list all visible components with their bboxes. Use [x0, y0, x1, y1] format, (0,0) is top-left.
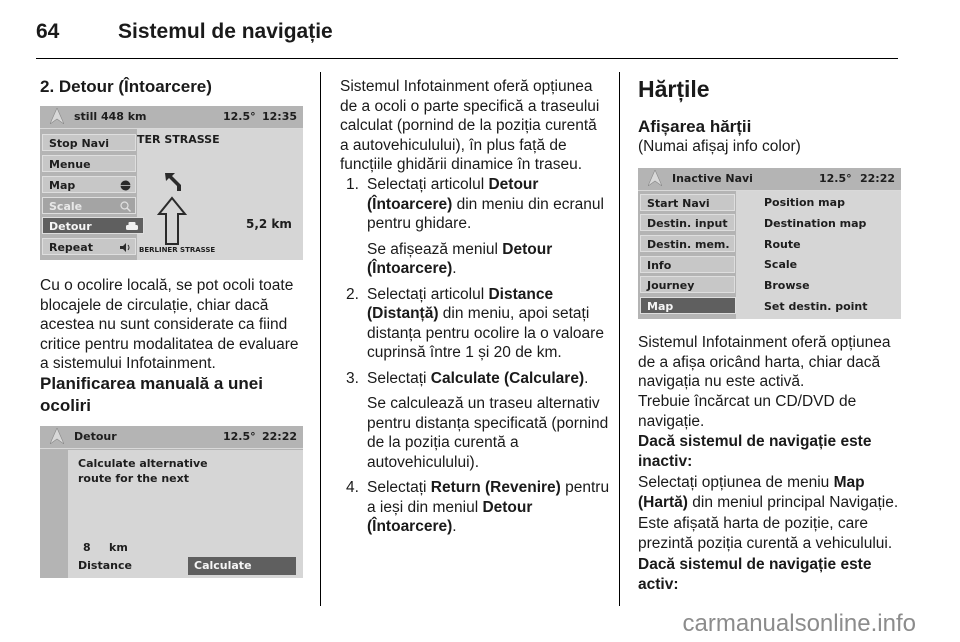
step-item-2: 2. Selectați articolul Distance (Distanță) din meniu, apoi setați distanța pentru ocolire la o valoare cuprinsă între 1 și 20 de km. — [346, 285, 604, 361]
status-text: still 448 km — [74, 110, 147, 123]
screen-detour-guidance — [40, 106, 303, 260]
speaker-icon — [119, 242, 131, 253]
paragraph-local-detour: Cu o ocolire locală, se pot ocoli toate blocajele de circulație, chiar dacă acestea nu sunt considerate ca fiind critice pentru modalitatea de evaluare a sistemului Infotainment. — [40, 277, 299, 372]
paragraph-position-map: Este afișată harta de poziție, care prezintă poziția curentă a vehiculului. — [638, 515, 893, 552]
street-name-top: TER STRASSE — [137, 133, 220, 146]
calculate-panel — [68, 450, 303, 578]
paragraph-map-anytime: Sistemul Infotainment oferă opțiunea de a afișa oricând harta, chiar dacă navigația nu este activă. — [638, 334, 891, 390]
navigation-arrow-icon — [50, 428, 64, 444]
status-temperature: 12.5° — [223, 110, 256, 123]
menu-item-map[interactable]: Map — [640, 297, 736, 314]
status-temperature: 12.5° — [819, 172, 852, 185]
distance-value[interactable]: 8 — [83, 541, 91, 554]
status-time: 12:35 — [262, 110, 298, 123]
page-title: Sistemul de navigație — [118, 20, 333, 43]
calculate-text-line2: route for the next — [78, 472, 189, 485]
section-heading-manual-detour: Planificarea manuală a unei ocoliri — [40, 374, 263, 415]
menu-item-destin-input[interactable]: Destin. input — [640, 214, 735, 231]
menu-item-map[interactable] — [42, 176, 136, 193]
paragraph-navi-active: Dacă sistemul de navigație este activ: — [638, 556, 872, 593]
globe-icon — [120, 180, 131, 191]
menu-item-detour[interactable] — [42, 217, 144, 234]
header-rule — [36, 58, 898, 59]
section-heading-detour: 2. Detour (Întoarcere) — [40, 77, 212, 96]
menu-item-repeat[interactable] — [42, 238, 136, 255]
subheading-display-map: Afișarea hărții — [638, 117, 752, 136]
option-route[interactable]: Route — [764, 238, 801, 251]
column-divider-left — [320, 72, 321, 606]
distance-label: Distance — [78, 559, 132, 572]
calculate-button[interactable]: Calculate — [188, 557, 296, 575]
option-scale[interactable]: Scale — [764, 258, 798, 271]
screen-status-bar — [40, 426, 303, 449]
menu-item-scale[interactable] — [42, 197, 136, 214]
page-number: 64 — [36, 20, 60, 43]
distance-unit: km — [109, 541, 128, 554]
menu-item-stop-navi[interactable]: Stop Navi — [42, 134, 136, 151]
street-name-bottom: BERLINER STRASSE — [139, 246, 216, 254]
menu-item-scale-label: Scale — [49, 200, 83, 213]
column-divider-right — [619, 72, 620, 606]
menu-item-map-label: Map — [49, 179, 76, 192]
step-item-1: 1. Selectați articolul Detour (Întoarcere) din meniu din ecranul pentru ghidare. Se afișează meniul Detour (Întoarcere). — [346, 176, 604, 277]
menu-item-repeat-label: Repeat — [49, 241, 93, 254]
menu-item-info[interactable]: Info — [640, 256, 735, 273]
section-heading-maps: Hărțile — [638, 76, 710, 102]
navigation-arrow-icon — [50, 108, 64, 124]
step-item-3: 3. Selectați Calculate (Calculare). Se calculează un traseu alternativ pentru distanța specificată (pornind de la poziția curentă a autovehiculului). — [346, 369, 609, 471]
option-set-destin-point[interactable]: Set destin. point — [764, 300, 868, 313]
paragraph-navi-inactive: Dacă sistemul de navigație este inactiv: — [638, 433, 872, 470]
option-destination-map[interactable]: Destination map — [764, 217, 867, 230]
menu-item-destin-mem[interactable]: Destin. mem. — [640, 235, 735, 252]
paragraph-select-map: Selectați opțiunea de meniu Map (Hartă) din meniul principal Navigație. — [638, 474, 899, 511]
distance-to-turn: 5,2 km — [246, 217, 292, 231]
note-color-display: (Numai afișaj info color) — [638, 138, 801, 155]
navigation-arrow-icon — [648, 170, 662, 186]
menu-item-journey[interactable]: Journey — [640, 276, 735, 293]
magnifier-icon — [120, 201, 131, 212]
detour-steps-list — [340, 175, 610, 543]
paragraph-detour-intro: Sistemul Infotainment oferă opțiunea de a ocoli o parte specifică a traseului calculat (pornind de la poziția curentă a autovehiculului), în plus față de funcțiile ghidării dinamice în traseu. — [340, 78, 600, 173]
straight-arrow-icon — [157, 196, 187, 246]
status-text: Detour — [74, 430, 117, 443]
screen-detour-calculate — [40, 426, 303, 578]
turn-left-arrow-icon — [163, 171, 187, 193]
paragraph-load-dvd: Trebuie încărcat un CD/DVD de navigație. — [638, 393, 857, 430]
screen-status-bar — [40, 106, 303, 129]
status-temperature: 12.5° — [223, 430, 256, 443]
screen-inactive-navi-menu — [638, 168, 901, 319]
menu-item-menue[interactable]: Menue — [42, 155, 136, 172]
menu-item-detour-label: Detour — [49, 220, 92, 233]
calculate-text-line1: Calculate alternative — [78, 457, 208, 470]
screen-status-bar — [638, 168, 901, 191]
option-position-map[interactable]: Position map — [764, 196, 845, 209]
step-item-4: 4. Selectați Return (Revenire) pentru a ieși din meniul Detour (Întoarcere). — [346, 479, 610, 535]
menu-item-start-navi[interactable]: Start Navi — [640, 194, 735, 211]
status-text: Inactive Navi — [672, 172, 753, 185]
guidance-panel — [137, 129, 303, 260]
car-icon — [125, 221, 139, 232]
status-time: 22:22 — [262, 430, 298, 443]
status-time: 22:22 — [860, 172, 896, 185]
option-browse[interactable]: Browse — [764, 279, 810, 292]
map-options-panel — [736, 191, 901, 319]
watermark: carmanualsonline.info — [682, 610, 916, 637]
